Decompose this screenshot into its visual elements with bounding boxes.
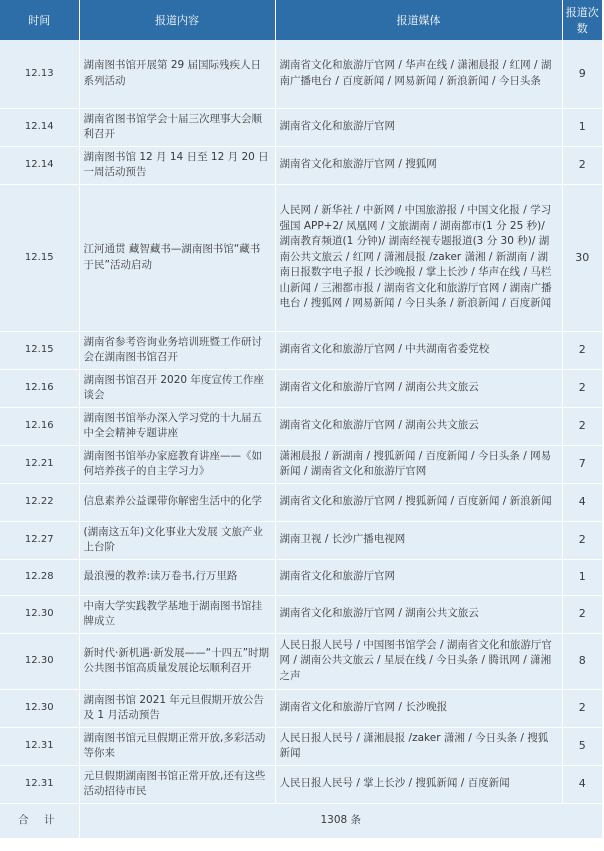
content-cell: 湖南图书馆开展第 29 届国际残疾人日系列活动 bbox=[79, 40, 275, 108]
content-cell: 湖南图书馆元旦假期正常开放,多彩活动等你来 bbox=[79, 727, 275, 765]
table-row bbox=[0, 727, 602, 765]
table-row bbox=[0, 40, 602, 108]
table-row bbox=[0, 595, 602, 633]
date-cell: 12.30 bbox=[0, 595, 79, 633]
table-row bbox=[0, 559, 602, 595]
header-row bbox=[0, 0, 602, 40]
content-cell: 中南大学实践教学基地于湖南图书馆挂牌成立 bbox=[79, 595, 275, 633]
count-cell: 1 bbox=[562, 108, 602, 146]
total-value: 1308 条 bbox=[79, 803, 602, 838]
count-cell: 4 bbox=[562, 765, 602, 803]
content-cell: (湖南这五年)文化事业大发展 文旅产业上台阶 bbox=[79, 521, 275, 559]
table-row bbox=[0, 765, 602, 803]
media-cell: 人民日报人民号 / 掌上长沙 / 搜狐新闻 / 百度新闻 bbox=[275, 765, 562, 803]
header-media: 报道媒体 bbox=[275, 0, 562, 40]
total-row bbox=[0, 803, 602, 838]
content-cell: 湖南图书馆 12 月 14 日至 12 月 20 日一周活动预告 bbox=[79, 146, 275, 184]
content-cell: 湖南图书馆 2021 年元旦假期开放公告及 1 月活动预告 bbox=[79, 689, 275, 727]
media-cell: 湖南省文化和旅游厅官网 bbox=[275, 559, 562, 595]
count-cell: 2 bbox=[562, 521, 602, 559]
date-cell: 12.15 bbox=[0, 331, 79, 369]
media-cell: 湖南省文化和旅游厅官网 / 湖南公共文旅云 bbox=[275, 369, 562, 407]
count-cell: 2 bbox=[562, 369, 602, 407]
date-cell: 12.31 bbox=[0, 765, 79, 803]
media-cell: 人民日报人民号 / 潇湘晨报 /zaker 潇湘 / 今日头条 / 搜狐新闻 bbox=[275, 727, 562, 765]
content-cell: 新时代·新机遇·新发展——“十四五”时期公共图书馆高质量发展论坛顺利召开 bbox=[79, 633, 275, 689]
table-row bbox=[0, 407, 602, 445]
date-cell: 12.15 bbox=[0, 184, 79, 331]
header-content: 报道内容 bbox=[79, 0, 275, 40]
date-cell: 12.14 bbox=[0, 108, 79, 146]
count-cell: 9 bbox=[562, 40, 602, 108]
content-cell: 湖南图书馆举办家庭教育讲座——《如何培养孩子的自主学习力》 bbox=[79, 445, 275, 483]
content-cell: 江河通贯 藏智藏书—湖南图书馆“藏书于民”活动启动 bbox=[79, 184, 275, 331]
count-cell: 8 bbox=[562, 633, 602, 689]
table-row bbox=[0, 146, 602, 184]
table-row bbox=[0, 483, 602, 521]
media-cell: 湖南省文化和旅游厅官网 / 湖南公共文旅云 bbox=[275, 407, 562, 445]
content-cell: 湖南图书馆举办深入学习党的十九届五中全会精神专题讲座 bbox=[79, 407, 275, 445]
header-date: 时间 bbox=[0, 0, 79, 40]
content-cell: 湖南省参考咨询业务培训班暨工作研讨会在湖南图书馆召开 bbox=[79, 331, 275, 369]
count-cell: 2 bbox=[562, 331, 602, 369]
count-cell: 2 bbox=[562, 689, 602, 727]
count-cell: 7 bbox=[562, 445, 602, 483]
table-row bbox=[0, 184, 602, 331]
media-cell: 湖南省文化和旅游厅官网 / 搜狐网 bbox=[275, 146, 562, 184]
media-cell: 湖南卫视 / 长沙广播电视网 bbox=[275, 521, 562, 559]
date-cell: 12.30 bbox=[0, 633, 79, 689]
date-cell: 12.22 bbox=[0, 483, 79, 521]
content-cell: 湖南图书馆召开 2020 年度宣传工作座谈会 bbox=[79, 369, 275, 407]
count-cell: 2 bbox=[562, 407, 602, 445]
content-cell: 最浪漫的教养:读万卷书,行万里路 bbox=[79, 559, 275, 595]
date-cell: 12.16 bbox=[0, 369, 79, 407]
table-row bbox=[0, 633, 602, 689]
content-cell: 湖南省图书馆学会十届三次理事大会顺利召开 bbox=[79, 108, 275, 146]
count-cell: 4 bbox=[562, 483, 602, 521]
media-cell: 人民网 / 新华社 / 中新网 / 中国旅游报 / 中国文化报 / 学习强国 APP+2/ 凤凰网 / 文旅湖南 / 湖南都市(1 分 25 秒)/ 湖南教育频道(1 分钟)/ 湖南经视专题报道(3 分 30 秒)/ 湖南公共文旅云 / 红网 / 潇湘晨报 /zaker 潇湘 / 新湖南 / 湖南日报数字电子报 / 长沙晚报 / 掌上长沙 / 华声在线 / 马栏山新闻 / 三湘都市报 / 湖南省文化和旅游厅官网 / 湖南广播电台 / 搜狐网 / 网易新闻 / 今日头条 / 新浪新闻 / 百度新闻 bbox=[275, 184, 562, 331]
media-cell: 湖南省文化和旅游厅官网 / 湖南公共文旅云 bbox=[275, 595, 562, 633]
count-cell: 1 bbox=[562, 559, 602, 595]
media-cell: 湖南省文化和旅游厅官网 bbox=[275, 108, 562, 146]
date-cell: 12.27 bbox=[0, 521, 79, 559]
header-count: 报道次数 bbox=[562, 0, 602, 40]
count-cell: 2 bbox=[562, 146, 602, 184]
media-cell: 湖南省文化和旅游厅官网 / 中共湖南省委党校 bbox=[275, 331, 562, 369]
count-cell: 5 bbox=[562, 727, 602, 765]
media-cell: 潇湘晨报 / 新湖南 / 搜狐新闻 / 百度新闻 / 今日头条 / 网易新闻 / 湖南省文化和旅游厅官网 bbox=[275, 445, 562, 483]
date-cell: 12.13 bbox=[0, 40, 79, 108]
table-row bbox=[0, 521, 602, 559]
count-cell: 2 bbox=[562, 595, 602, 633]
date-cell: 12.16 bbox=[0, 407, 79, 445]
table-row bbox=[0, 445, 602, 483]
date-cell: 12.28 bbox=[0, 559, 79, 595]
table-row bbox=[0, 369, 602, 407]
total-label: 合 计 bbox=[0, 803, 79, 838]
date-cell: 12.21 bbox=[0, 445, 79, 483]
media-cell: 湖南省文化和旅游厅官网 / 搜狐新闻 / 百度新闻 / 新浪新闻 bbox=[275, 483, 562, 521]
date-cell: 12.14 bbox=[0, 146, 79, 184]
media-cell: 湖南省文化和旅游厅官网 / 华声在线 / 潇湘晨报 / 红网 / 湖南广播电台 / 百度新闻 / 网易新闻 / 新浪新闻 / 今日头条 bbox=[275, 40, 562, 108]
media-cell: 湖南省文化和旅游厅官网 / 长沙晚报 bbox=[275, 689, 562, 727]
table-row bbox=[0, 689, 602, 727]
content-cell: 信息素养公益课带你解密生活中的化学 bbox=[79, 483, 275, 521]
content-cell: 元旦假期湖南图书馆正常开放,还有这些活动招待市民 bbox=[79, 765, 275, 803]
media-cell: 人民日报人民号 / 中国图书馆学会 / 湖南省文化和旅游厅官网 / 湖南公共文旅云 / 星辰在线 / 今日头条 / 腾讯网 / 潇湘之声 bbox=[275, 633, 562, 689]
table-body bbox=[0, 40, 602, 838]
table-row bbox=[0, 108, 602, 146]
count-cell: 30 bbox=[562, 184, 602, 331]
table-row bbox=[0, 331, 602, 369]
date-cell: 12.31 bbox=[0, 727, 79, 765]
date-cell: 12.30 bbox=[0, 689, 79, 727]
